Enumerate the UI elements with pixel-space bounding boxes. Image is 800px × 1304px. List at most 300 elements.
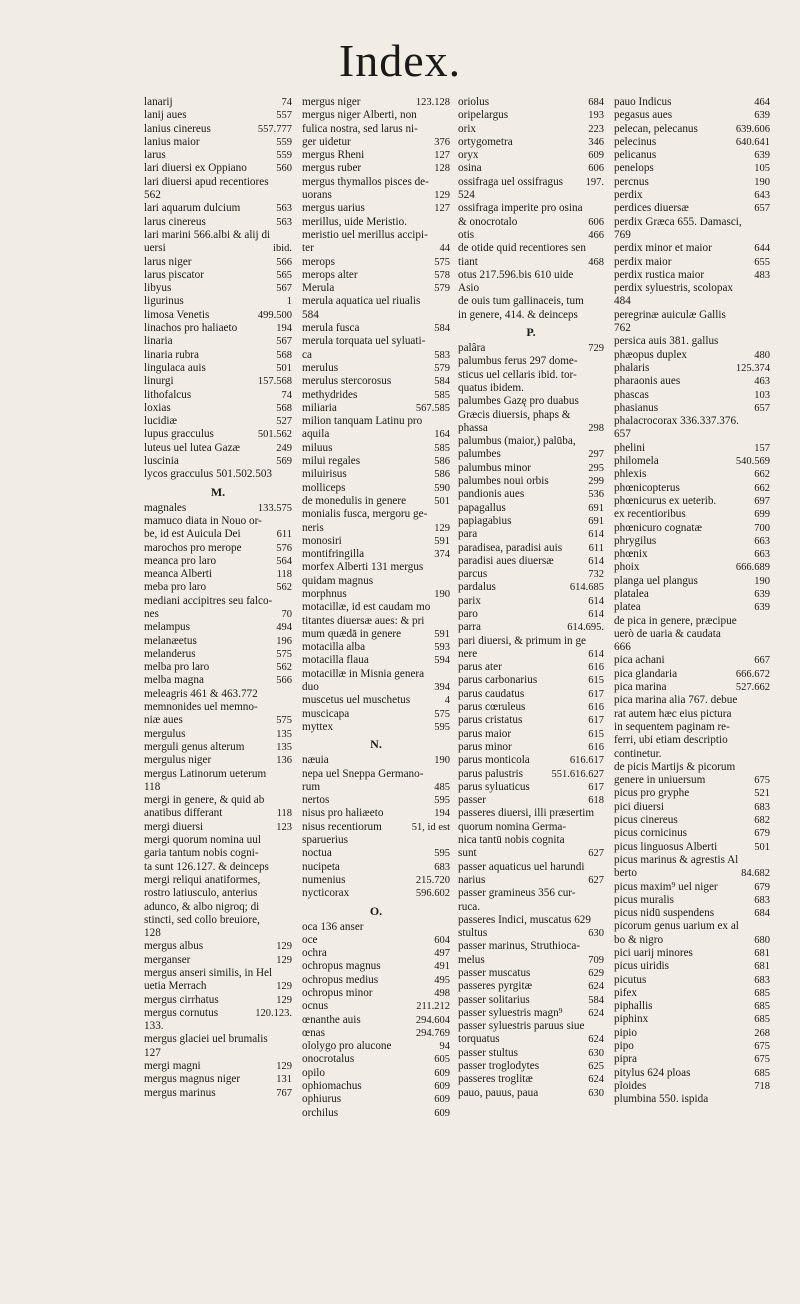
- index-entry: [302, 389, 450, 402]
- index-entry: [302, 575, 450, 588]
- index-entry: [614, 335, 770, 348]
- entry-term: fulica nostra, sed larus ni-: [302, 122, 418, 135]
- index-entry: [144, 528, 292, 541]
- entry-page-ref: 567: [276, 336, 292, 348]
- entry-term: perdix: [614, 189, 643, 202]
- index-entry: [302, 588, 450, 601]
- index-entry: [144, 940, 292, 953]
- index-entry: [144, 502, 292, 515]
- entry-term: perdices diuersæ: [614, 202, 689, 215]
- index-entry: [614, 495, 770, 508]
- index-entry: [458, 754, 604, 767]
- entry-term: ochropus medius: [302, 973, 379, 986]
- entry-page-ref: 579: [434, 283, 450, 295]
- entry-page-ref: 614: [588, 555, 604, 567]
- index-entry: [614, 282, 770, 295]
- entry-page-ref: 639: [754, 150, 770, 162]
- entry-term: rostro latiusculo, anterius: [144, 887, 258, 900]
- entry-term: quorum nomina Germa-: [458, 820, 567, 833]
- entry-term: ophiurus: [302, 1093, 342, 1106]
- entry-term: adunco, & albo nigroq; di: [144, 900, 260, 913]
- entry-page-ref: 164: [434, 429, 450, 441]
- index-entry: [144, 555, 292, 568]
- index-entry: [302, 681, 450, 694]
- entry-term: mum quædā in genere: [302, 627, 402, 640]
- entry-page-ref: 501.562: [257, 429, 292, 441]
- index-entry: [614, 322, 770, 335]
- index-entry: [302, 947, 450, 960]
- entry-page-ref: 586: [434, 456, 450, 468]
- entry-term: lari marini 566.albi & alij di: [144, 228, 271, 241]
- entry-page-ref: 468: [588, 256, 604, 268]
- index-entry: [144, 661, 292, 674]
- index-entry: [302, 1067, 450, 1080]
- index-entry: [614, 1013, 770, 1026]
- index-entry: [144, 980, 292, 993]
- entry-page-ref: 568: [276, 349, 292, 361]
- entry-term: passer gramineus 356 cur-: [458, 887, 576, 900]
- entry-page-ref: 614.685: [569, 582, 604, 594]
- index-entry: [144, 794, 292, 807]
- entry-term: picus maxim⁹ uel niger: [614, 880, 718, 893]
- index-entry: [144, 428, 292, 441]
- entry-term: & onocrotalo: [458, 215, 518, 228]
- index-entry: [614, 854, 770, 867]
- entry-term: pari diuersi, & primum in ge: [458, 634, 587, 647]
- entry-page-ref: 559: [276, 150, 292, 162]
- entry-term: planga uel plangus: [614, 574, 698, 587]
- index-entry: [458, 515, 604, 528]
- index-entry: [458, 435, 604, 448]
- entry-term: picus cornicinus: [614, 827, 688, 840]
- index-entry: [144, 1033, 292, 1046]
- entry-page-ref: 605: [434, 1054, 450, 1066]
- entry-term: pipra: [614, 1053, 637, 1066]
- entry-page-ref: 616.617: [569, 755, 604, 767]
- entry-term: passer solitarius: [458, 993, 530, 1006]
- index-entry: [458, 688, 604, 701]
- entry-page-ref: 494: [276, 622, 292, 634]
- entry-page-ref: 683: [754, 801, 770, 813]
- entry-term: merula aquatica uel riualis: [302, 295, 421, 308]
- index-entry: [614, 428, 770, 441]
- entry-term: meba pro laro: [144, 581, 207, 594]
- entry-term: 128: [144, 927, 161, 940]
- entry-page-ref: 298: [588, 422, 604, 434]
- entry-page-ref: 575: [276, 715, 292, 727]
- index-entry: [614, 654, 770, 667]
- index-entry: [144, 389, 292, 402]
- index-entry: [144, 322, 292, 335]
- entry-page-ref: 190: [434, 588, 450, 600]
- entry-term: pelecinus: [614, 135, 657, 148]
- entry-term: paradisea, paradisi auis: [458, 541, 563, 554]
- entry-page-ref: 663: [754, 535, 770, 547]
- index-entry: [302, 987, 450, 1000]
- entry-term: parra: [458, 621, 481, 634]
- entry-term: parus ater: [458, 661, 502, 674]
- entry-page-ref: 295: [588, 462, 604, 474]
- entry-page-ref: 584: [588, 994, 604, 1006]
- entry-page-ref: 616: [588, 741, 604, 753]
- index-entry: [144, 847, 292, 860]
- entry-term: merguli genus alterum: [144, 740, 245, 753]
- entry-page-ref: 609: [434, 1107, 450, 1119]
- entry-term: merops: [302, 255, 335, 268]
- entry-page-ref: 120.123.: [255, 1007, 292, 1019]
- index-entry: [458, 861, 604, 874]
- index-entry: [302, 149, 450, 162]
- index-entry: [458, 794, 604, 807]
- entry-page-ref: 568: [276, 402, 292, 414]
- entry-term: merula fusca: [302, 322, 360, 335]
- entry-term: neris: [302, 521, 324, 534]
- entry-page-ref: 614: [588, 648, 604, 660]
- entry-term: uetia Merrach: [144, 980, 207, 993]
- entry-term: ocnus: [302, 1000, 329, 1013]
- index-entry: [614, 960, 770, 973]
- entry-page-ref: 44: [439, 243, 450, 255]
- entry-term: pica marina alia 767. debue: [614, 694, 738, 707]
- index-entry: [614, 176, 770, 189]
- entry-term: lanius maior: [144, 135, 200, 148]
- entry-term: pifex: [614, 986, 637, 999]
- entry-term: ger uidetur: [302, 135, 351, 148]
- index-entry: [614, 827, 770, 840]
- entry-term: picus marinus & agrestis Al: [614, 853, 739, 866]
- entry-page-ref: 196: [276, 635, 292, 647]
- entry-term: oce: [302, 933, 318, 946]
- entry-page-ref: 729: [588, 343, 604, 355]
- index-entry: [614, 974, 770, 987]
- entry-term: parus carbonarius: [458, 674, 538, 687]
- entry-term: parus palustris: [458, 767, 523, 780]
- index-entry: [302, 402, 450, 415]
- entry-term: orchilus: [302, 1106, 339, 1119]
- entry-term: ligurinus: [144, 295, 184, 308]
- index-entry: [458, 149, 604, 162]
- entry-term: 118: [144, 780, 161, 793]
- entry-page-ref: 190: [434, 755, 450, 767]
- entry-page-ref: 639.606: [735, 123, 770, 135]
- entry-term: pica marina: [614, 681, 667, 694]
- entry-term: montifringilla: [302, 548, 365, 561]
- index-entry: [302, 974, 450, 987]
- entry-term: titantes diuersæ aues: & pri: [302, 614, 425, 627]
- entry-page-ref: 675: [754, 1054, 770, 1066]
- index-entry: [458, 409, 604, 422]
- entry-term: mergus Latinorum ueterum: [144, 767, 267, 780]
- entry-page-ref: 617: [588, 688, 604, 700]
- entry-page-ref: 584: [434, 376, 450, 388]
- entry-page-ref: 131: [276, 1074, 292, 1086]
- entry-page-ref: 563: [276, 216, 292, 228]
- index-entry: [144, 515, 292, 528]
- index-entry: [458, 382, 604, 395]
- entry-page-ref: 655: [754, 256, 770, 268]
- entry-term: phœnix: [614, 548, 648, 561]
- index-entry: [458, 1007, 604, 1020]
- entry-page-ref: 662: [754, 469, 770, 481]
- entry-page-ref: 133.575: [257, 502, 292, 514]
- index-entry: [302, 960, 450, 973]
- index-entry: [144, 362, 292, 375]
- entry-page-ref: 614: [588, 595, 604, 607]
- entry-page-ref: 630: [588, 1047, 604, 1059]
- entry-page-ref: 499.500: [257, 309, 292, 321]
- index-entry: [458, 162, 604, 175]
- entry-page-ref: 679: [754, 881, 770, 893]
- index-entry: [302, 847, 450, 860]
- index-entry: [458, 1060, 604, 1073]
- index-entry: [614, 681, 770, 694]
- entry-term: platea: [614, 601, 641, 614]
- entry-term: pharaonis aues: [614, 375, 681, 388]
- index-entry: [144, 635, 292, 648]
- entry-page-ref: 618: [588, 795, 604, 807]
- entry-page-ref: 675: [754, 775, 770, 787]
- index-entry: [302, 282, 450, 295]
- entry-page-ref: 211.212: [416, 1001, 450, 1013]
- index-entry: [144, 335, 292, 348]
- entry-page-ref: 594: [434, 655, 450, 667]
- index-entry: [144, 581, 292, 594]
- entry-page-ref: 129: [276, 1061, 292, 1073]
- entry-term: penelops: [614, 162, 654, 175]
- index-entry: [458, 176, 604, 189]
- entry-page-ref: 197.: [585, 176, 604, 188]
- index-entry: [458, 369, 604, 382]
- entry-page-ref: 683: [754, 894, 770, 906]
- index-entry: [302, 1053, 450, 1066]
- entry-term: pardalus: [458, 581, 496, 594]
- entry-page-ref: 593: [434, 642, 450, 654]
- entry-term: Asio: [458, 282, 480, 295]
- entry-term: ossifraga imperite pro osina: [458, 202, 583, 215]
- index-entry: [302, 242, 450, 255]
- index-entry: [144, 1087, 292, 1100]
- entry-term: 657: [614, 428, 631, 441]
- index-entry: [458, 1033, 604, 1046]
- index-entry: [458, 980, 604, 993]
- entry-page-ref: 551.616.627: [551, 768, 604, 780]
- entry-page-ref: 74: [281, 389, 292, 401]
- entry-term: picus nidū suspendens: [614, 907, 715, 920]
- entry-term: oriolus: [458, 96, 490, 108]
- entry-page-ref: 617: [588, 781, 604, 793]
- index-entry: [144, 927, 292, 940]
- entry-page-ref: 590: [434, 482, 450, 494]
- entry-page-ref: 611: [276, 529, 292, 541]
- index-entry: [458, 741, 604, 754]
- entry-term: passer muscatus: [458, 967, 531, 979]
- entry-term: 562: [144, 189, 161, 202]
- entry-term: phæopus duplex: [614, 348, 688, 361]
- index-entry: [144, 674, 292, 687]
- entry-term: œnanthe auis: [302, 1013, 361, 1026]
- entry-term: loxias: [144, 401, 171, 414]
- entry-page-ref: 575: [276, 648, 292, 660]
- index-entry: [458, 136, 604, 149]
- entry-term: phœnicurus ex ueterib.: [614, 494, 717, 507]
- entry-term: in genere, 414. & deinceps: [458, 308, 578, 321]
- entry-page-ref: 575: [434, 256, 450, 268]
- entry-page-ref: 583: [434, 349, 450, 361]
- entry-term: 484: [614, 295, 631, 308]
- entry-page-ref: 268: [754, 1027, 770, 1039]
- index-entry: [458, 621, 604, 634]
- entry-page-ref: 615: [588, 728, 604, 740]
- entry-term: lari aquarum dulcium: [144, 202, 241, 215]
- index-entry: [614, 189, 770, 202]
- entry-page-ref: 527.662: [735, 682, 770, 694]
- index-entry: [458, 581, 604, 594]
- entry-term: de otide quid recentiores sen: [458, 242, 586, 255]
- entry-page-ref: 491: [434, 961, 450, 973]
- index-entry: [458, 555, 604, 568]
- index-column-2: [302, 96, 450, 1136]
- index-entry: [144, 149, 292, 162]
- entry-term: phalacrocorax 336.337.376.: [614, 415, 739, 428]
- entry-page-ref: 118: [276, 808, 292, 820]
- entry-term: 762: [614, 322, 631, 335]
- index-entry: [458, 674, 604, 687]
- entry-term: marochos pro merope: [144, 541, 242, 554]
- index-entry: [302, 468, 450, 481]
- entry-term: rat autem hæc eius pictura: [614, 707, 732, 720]
- entry-term: perdix rustica maior: [614, 268, 705, 281]
- index-entry: [614, 867, 770, 880]
- entry-term: morfex Alberti 131 mergus: [302, 561, 424, 574]
- index-entry: [302, 1040, 450, 1053]
- index-entry: [302, 309, 450, 322]
- index-entry: [302, 256, 450, 269]
- index-entry: [144, 874, 292, 887]
- index-entry: [144, 136, 292, 149]
- entry-page-ref: 129: [434, 190, 450, 202]
- entry-term: passeres diuersi, illi præsertim: [458, 807, 595, 820]
- index-entry: [614, 508, 770, 521]
- entry-term: tiant: [458, 255, 478, 268]
- entry-page-ref: 374: [434, 549, 450, 561]
- index-entry: [144, 242, 292, 255]
- entry-page-ref: 127: [434, 150, 450, 162]
- entry-page-ref: 394: [434, 682, 450, 694]
- entry-page-ref: 630: [588, 1087, 604, 1099]
- entry-term: palumbes: [458, 448, 501, 461]
- entry-term: pegasus aues: [614, 109, 673, 122]
- entry-term: pelicanus: [614, 149, 657, 162]
- entry-page-ref: 767: [276, 1087, 292, 1099]
- entry-term: garia tantum nobis cogni-: [144, 847, 259, 860]
- entry-term: motacilla flaua: [302, 654, 369, 667]
- entry-page-ref: 495: [434, 974, 450, 986]
- entry-page-ref: 595: [434, 721, 450, 733]
- index-entry: [458, 714, 604, 727]
- index-entry: [614, 1053, 770, 1066]
- entry-page-ref: 640.641: [735, 136, 770, 148]
- entry-term: 584: [302, 308, 319, 321]
- index-entry: [144, 202, 292, 215]
- entry-page-ref: 644: [754, 243, 770, 255]
- entry-term: oca 136 anser: [302, 920, 364, 933]
- entry-page-ref: 611: [588, 542, 604, 554]
- entry-term: noctua: [302, 847, 332, 860]
- entry-term: ochropus magnus: [302, 960, 381, 973]
- index-entry: [614, 442, 770, 455]
- entry-page-ref: 614: [588, 529, 604, 541]
- entry-term: ter: [302, 242, 314, 255]
- index-entry: [302, 189, 450, 202]
- index-entry: [144, 402, 292, 415]
- entry-page-ref: 579: [434, 362, 450, 374]
- index-entry: [458, 834, 604, 847]
- index-entry: [458, 1073, 604, 1086]
- index-entry: [302, 874, 450, 887]
- index-entry: [458, 1047, 604, 1060]
- entry-term: passer syluestris paruus siue: [458, 1020, 585, 1033]
- index-entry: [614, 668, 770, 681]
- entry-page-ref: 297: [588, 449, 604, 461]
- entry-term: lingulaca auis: [144, 361, 206, 374]
- index-entry: [144, 914, 292, 927]
- entry-term: philomela: [614, 455, 659, 468]
- index-entry: [144, 701, 292, 714]
- entry-page-ref: 614.695.: [567, 622, 604, 634]
- index-entry: [614, 362, 770, 375]
- index-entry: [458, 914, 604, 927]
- index-entry: [458, 242, 604, 255]
- entry-term: papagallus: [458, 501, 506, 514]
- entry-page-ref: 566: [276, 675, 292, 687]
- entry-page-ref: 616: [588, 702, 604, 714]
- index-entry: [614, 761, 770, 774]
- entry-term: picus linguosus Alberti: [614, 840, 718, 853]
- entry-page-ref: 4: [444, 695, 450, 707]
- index-entry: [614, 881, 770, 894]
- entry-page-ref: 606: [588, 163, 604, 175]
- entry-term: nucipeta: [302, 860, 340, 873]
- entry-page-ref: 480: [754, 349, 770, 361]
- entry-term: plumbina 550. ispida: [614, 1093, 709, 1106]
- entry-page-ref: 346: [588, 136, 604, 148]
- index-entry: [302, 442, 450, 455]
- index-entry: [614, 375, 770, 388]
- entry-term: larus niger: [144, 255, 192, 268]
- index-entry: [614, 814, 770, 827]
- entry-term: lari diuersi ex Oppiano: [144, 162, 247, 175]
- index-entry: [302, 768, 450, 781]
- entry-page-ref: 709: [588, 954, 604, 966]
- index-entry: [144, 96, 292, 109]
- index-entry: [614, 841, 770, 854]
- entry-term: muscicapa: [302, 707, 350, 720]
- index-entry: [302, 1027, 450, 1040]
- entry-page-ref: 700: [754, 522, 770, 534]
- index-entry: [302, 109, 450, 122]
- entry-term: genere in uniuersum: [614, 774, 706, 787]
- index-entry: [458, 940, 604, 953]
- index-entry: [144, 123, 292, 136]
- index-entry: [302, 508, 450, 521]
- index-entry: [302, 921, 450, 934]
- entry-page-ref: 559: [276, 136, 292, 148]
- index-entry: [614, 1040, 770, 1053]
- entry-page-ref: 595: [434, 848, 450, 860]
- section-letter-heading: N.: [370, 737, 382, 752]
- entry-term: Græcis diuersis, phaps &: [458, 408, 571, 421]
- index-entry: [302, 1000, 450, 1013]
